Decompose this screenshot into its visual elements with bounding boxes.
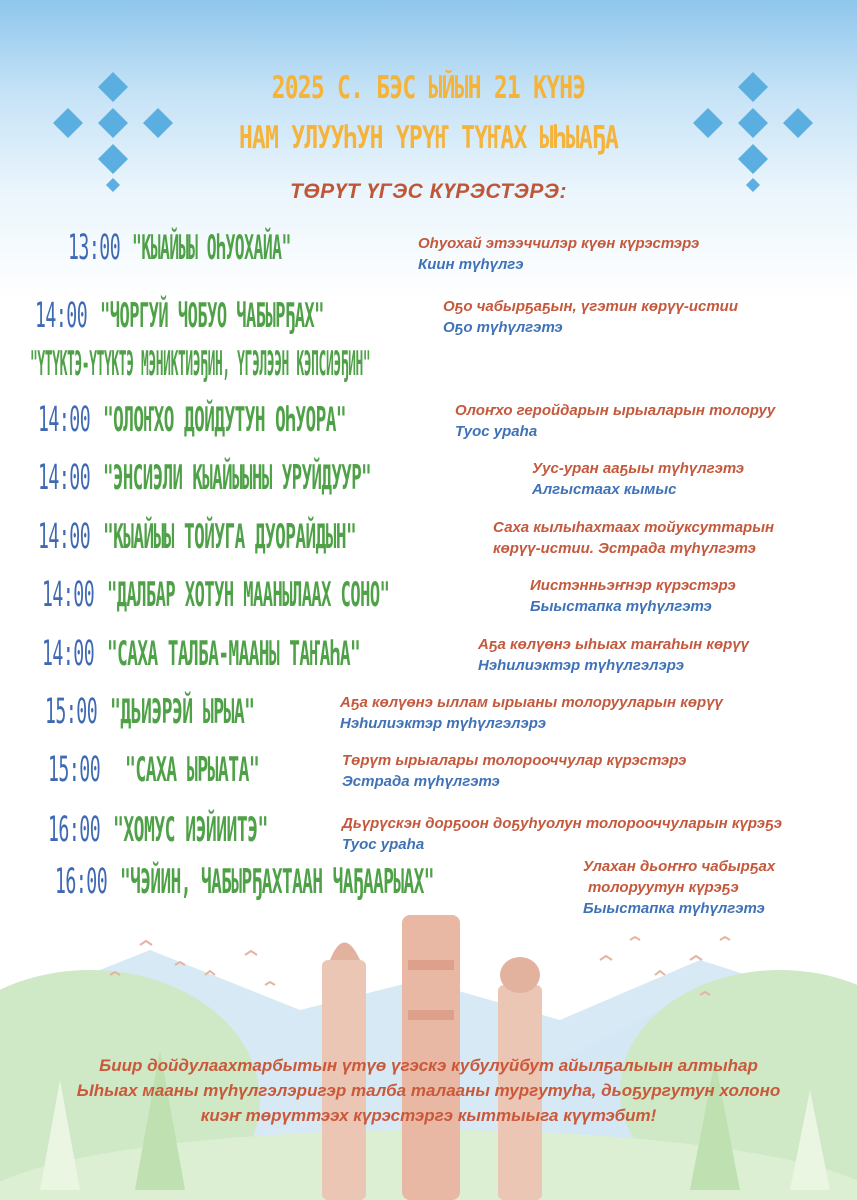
event-description: Уус-уран ааҕыы түһүлгэтэ	[532, 460, 745, 477]
event-time: 14:00	[42, 634, 95, 674]
event-description: Аҕа көлүөнэ ыһыах таҥаһын көрүү	[478, 636, 750, 653]
event-venue: Эстрада түһүлгэтэ	[342, 773, 500, 790]
event-title: "КЫАЙЫЫ ТОЙУГА ДУОРАЙДЫН"	[103, 517, 357, 557]
event-description: Төрүт ырыалары толорооччулар күрэстэрэ	[342, 752, 687, 769]
event-venue: Киин түһүлгэ	[418, 256, 524, 273]
event-venue: Алгыстаах кымыс	[532, 481, 677, 498]
event-time: 14:00	[35, 296, 88, 336]
event-time: 15:00	[48, 750, 101, 790]
event-venue: Оҕо түһүлгэтэ	[443, 319, 563, 336]
event-time: 14:00	[38, 400, 91, 440]
section-title: ТӨРҮТ ҮГЭС КҮРЭСТЭРЭ:	[290, 180, 567, 203]
sergeh-post-top	[500, 957, 540, 993]
event-venue: Быыстапка түһүлгэтэ	[530, 598, 712, 615]
event-time: 14:00	[38, 458, 91, 498]
event-description-line2: толоруутун күрэҕэ	[588, 879, 739, 896]
event-description: Олоҥхо геройдарын ырыаларын толоруу	[455, 402, 776, 419]
event-venue: Быыстапка түһүлгэтэ	[583, 900, 765, 917]
event-description: Саха кылыһахтаах тойуксуттарын	[493, 519, 775, 536]
event-title: "ЧЭЙИН, ЧАБЫРҔАХТААН ЧАҔААРЫАХ"	[120, 862, 434, 902]
header-festival-name: НАМ УЛУУҺУН ҮРҮҤ ТҮҤАХ ЫҺЫАҔА	[238, 120, 619, 156]
event-title: "ХОМУС ИЭЙИИТЭ"	[113, 810, 268, 850]
event-venue: Нэһилиэктэр түһүлгэлэрэ	[340, 715, 547, 732]
event-subtitle: "ҮТҮКТЭ-ҮТҮКТЭ МЭНИКТИЭҔИН, ҮГЭЛЭЭН КЭПСИЭҔИН"	[30, 344, 371, 384]
event-description: Дьүрүскэн дорҕоон доҕуһуолун толорооччуларын күрэҕэ	[342, 815, 783, 832]
event-description: Аҕа көлүөнэ ыллам ырыаны толорууларын көрүү	[340, 694, 723, 711]
event-time: 15:00	[45, 692, 98, 732]
event-description: Улахан дьоҥҥо чабырҕах	[583, 858, 776, 875]
event-title: "ЭНСИЭЛИ КЫАЙЫЫНЫ УРУЙДУУР"	[103, 458, 372, 498]
event-description: Оҕо чабырҕаҕын, үгэтин көрүү-истии	[443, 298, 739, 315]
event-time: 14:00	[38, 517, 91, 557]
event-title: "ДАЛБАР ХОТУН МААНЫЛААХ СОНО"	[107, 575, 390, 615]
event-title: "САХА ТАЛБА-МААНЫ ТАҤАҺА"	[107, 634, 361, 674]
footer-invitation	[60, 1053, 797, 1128]
event-title: "ОЛОҤХО ДОЙДУТУН ОҺУОРА"	[103, 400, 346, 440]
event-time: 16:00	[48, 810, 101, 850]
header-date: 2025 С. БЭС ЫЙЫН 21 КҮНЭ	[271, 70, 586, 106]
sergeh-post-top	[330, 943, 360, 961]
event-title: "КЫАЙЫЫ ОҺУОХАЙА"	[132, 228, 291, 268]
event-title: "ЧОРГУЙ ЧОБУО ЧАБЫРҔАХ"	[100, 296, 324, 336]
event-time: 13:00	[68, 228, 121, 268]
footer-line: киэҥ төрүттээх күрэстэргэ кыттыыга күүтэбит!	[200, 1106, 657, 1125]
event-time: 16:00	[55, 862, 108, 902]
event-title: "ДЬИЭРЭЙ ЫРЫА"	[110, 692, 255, 732]
event-time: 14:00	[42, 575, 95, 615]
sergeh-post	[408, 1010, 454, 1020]
footer-line: Биир дойдулаахтарбытын үтүө үгэскэ кубулуйбут айылҕалыын алтыһар	[99, 1056, 758, 1075]
event-title: "САХА ЫРЫАТА"	[125, 750, 260, 790]
sergeh-post	[408, 960, 454, 970]
event-venue: Туос ураһа	[342, 836, 425, 853]
event-venue: Туос ураһа	[455, 423, 538, 440]
event-venue: Нэһилиэктэр түһүлгэлэрэ	[478, 657, 685, 674]
event-description: Иистэнньэҥнэр күрэстэрэ	[530, 577, 736, 594]
event-description-line2: көрүү-истии. Эстрада түһүлгэтэ	[493, 540, 756, 557]
footer-line: Ыһыах мааны түһүлгэлэригэр талба талааны тургутуһа, дьоҕургутун холоно	[76, 1081, 781, 1100]
event-description: Оһуохай этээччилэр күөн күрэстэрэ	[418, 235, 700, 252]
